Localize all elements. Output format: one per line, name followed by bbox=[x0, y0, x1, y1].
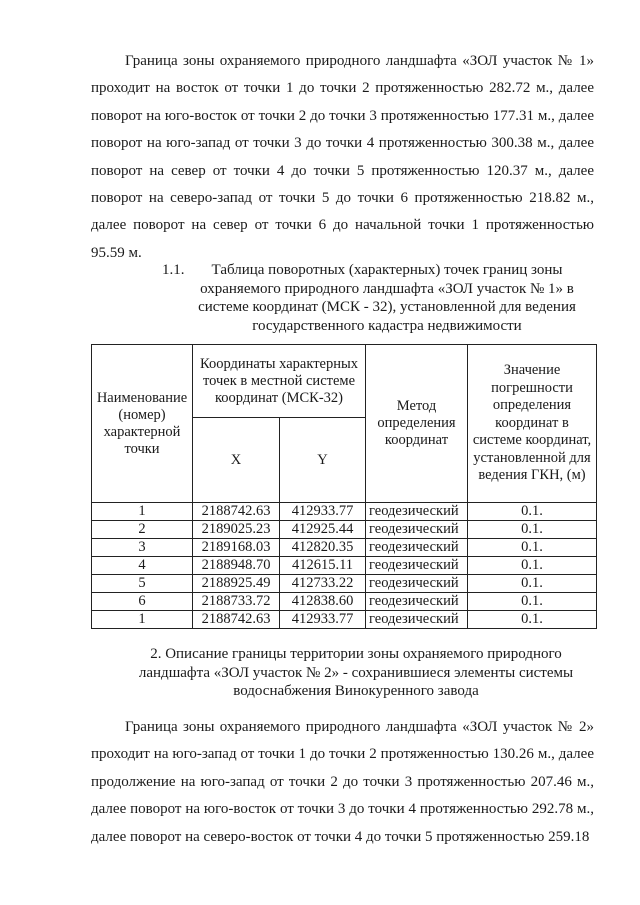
table-row bbox=[92, 539, 597, 557]
x-cell: 2188742.63 bbox=[193, 503, 280, 521]
table-row bbox=[92, 611, 597, 629]
x-cell: 2188948.70 bbox=[193, 557, 280, 575]
method-cell: геодезический bbox=[366, 575, 468, 593]
table-row bbox=[92, 593, 597, 611]
error-cell: 0.1. bbox=[468, 557, 597, 575]
y-cell: 412838.60 bbox=[280, 593, 366, 611]
method-cell: геодезический bbox=[366, 611, 468, 629]
point-number-cell: 1 bbox=[92, 611, 193, 629]
section2-paragraph bbox=[91, 714, 594, 851]
error-cell: 0.1. bbox=[468, 503, 597, 521]
error-cell: 0.1. bbox=[468, 611, 597, 629]
method-cell: геодезический bbox=[366, 521, 468, 539]
y-cell: 412933.77 bbox=[280, 503, 366, 521]
x-cell: 2188742.63 bbox=[193, 611, 280, 629]
section1-paragraph-text: Граница зоны охраняемого природного ландшафта «ЗОЛ участок № 1» проходит на восток от точки 1 до точки 2 протяженностью 282.72 м., далее поворот на юго-восток от точки 2 до точки 3 протяженностью 177.31 м., далее поворот на юго-запад от точки 3 до точки 4 протяженностью 300.38 м., далее поворот на север от точки 4 до точки 5 протяженностью 120.37 м., далее поворот на северо-запад от точки 5 до точки 6 протяженностью 218.82 м., далее поворот на север от точки 6 до начальной точки 1 протяженностью 95.59 м. bbox=[91, 53, 594, 261]
y-cell: 412933.77 bbox=[280, 611, 366, 629]
header-y: Y bbox=[280, 418, 366, 503]
header-point-name: Наименование (номер) характерной точки bbox=[92, 345, 193, 503]
method-cell: геодезический bbox=[366, 593, 468, 611]
header-error: Значение погрешности определения координат в системе координат, установленной для ведения ГКН, (м) bbox=[468, 345, 597, 503]
table-heading bbox=[162, 261, 582, 335]
header-method: Метод определения координат bbox=[366, 345, 468, 503]
point-number-cell: 5 bbox=[92, 575, 193, 593]
y-cell: 412820.35 bbox=[280, 539, 366, 557]
point-number-cell: 3 bbox=[92, 539, 193, 557]
method-cell: геодезический bbox=[366, 557, 468, 575]
y-cell: 412733.22 bbox=[280, 575, 366, 593]
method-cell: геодезический bbox=[366, 503, 468, 521]
table-row bbox=[92, 503, 597, 521]
y-cell: 412615.11 bbox=[280, 557, 366, 575]
table-row bbox=[92, 557, 597, 575]
error-cell: 0.1. bbox=[468, 521, 597, 539]
x-cell: 2189168.03 bbox=[193, 539, 280, 557]
point-number-cell: 4 bbox=[92, 557, 193, 575]
point-number-cell: 6 bbox=[92, 593, 193, 611]
error-cell: 0.1. bbox=[468, 575, 597, 593]
section2-heading: 2. Описание границы территории зоны охраняемого природного ландшафта «ЗОЛ участок № 2» - сохранившиеся элементы системы водоснабжения Винокуренного завода bbox=[138, 646, 574, 699]
table-heading-number: 1.1. bbox=[162, 262, 185, 278]
method-cell: геодезический bbox=[366, 539, 468, 557]
coordinates-table bbox=[91, 344, 597, 629]
table-heading-text: Таблица поворотных (характерных) точек границ зоны охраняемого природного ландшафта «ЗОЛ участок № 1» в системе координат (МСК - 32), установленной для ведения государственного кадастра недвижимости bbox=[198, 262, 576, 334]
x-cell: 2188733.72 bbox=[193, 593, 280, 611]
table-row bbox=[92, 521, 597, 539]
x-cell: 2188925.49 bbox=[193, 575, 280, 593]
point-number-cell: 2 bbox=[92, 521, 193, 539]
error-cell: 0.1. bbox=[468, 539, 597, 557]
section2-paragraph-text: Граница зоны охраняемого природного ландшафта «ЗОЛ участок № 2» проходит на юго-запад от точки 1 до точки 2 протяженностью 130.26 м., далее продолжение на юго-запад от точки 2 до точки 3 протяженностью 207.46 м., далее поворот на юго-восток от точки 3 до точки 4 протяженностью 292.78 м., далее поворот на северо-восток от точки 4 до точки 5 протяженностью 259.18 bbox=[91, 719, 594, 845]
point-number-cell: 1 bbox=[92, 503, 193, 521]
y-cell: 412925.44 bbox=[280, 521, 366, 539]
header-x: X bbox=[193, 418, 280, 503]
header-coordinates: Координаты характерных точек в местной системе координат (МСК-32) bbox=[193, 345, 366, 418]
section1-paragraph bbox=[91, 48, 594, 267]
error-cell: 0.1. bbox=[468, 593, 597, 611]
table-row bbox=[92, 575, 597, 593]
x-cell: 2189025.23 bbox=[193, 521, 280, 539]
